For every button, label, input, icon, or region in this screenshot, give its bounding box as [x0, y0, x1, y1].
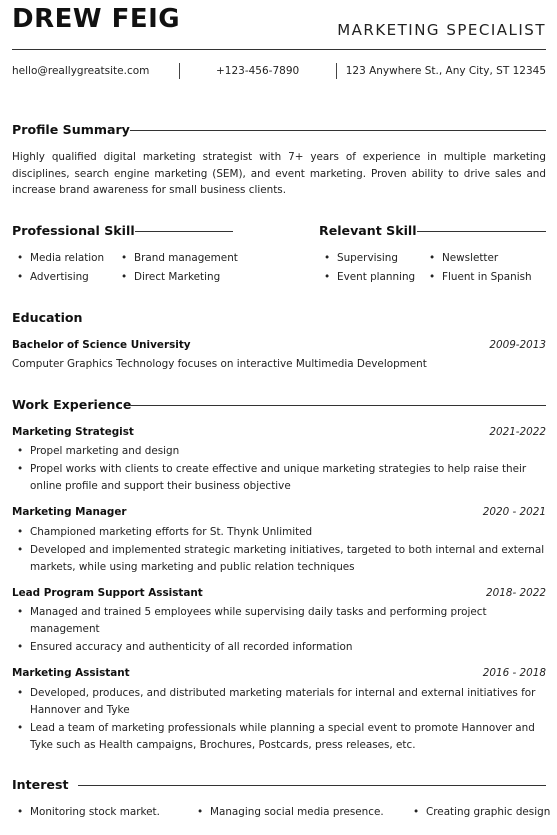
job-dates: 2018- 2022	[486, 587, 546, 599]
job-dates: 2016 - 2018	[482, 667, 546, 679]
skill-item: • Brand management	[134, 252, 238, 264]
job-bullet: • Managed and trained 5 employees while supervising daily tasks and performing project management	[30, 604, 550, 638]
section-heading-relevant-skill: Relevant Skill	[319, 223, 417, 238]
job-title-entry: Marketing Strategist	[12, 426, 134, 438]
job-bullet: • Propel works with clients to create effective and unique marketing strategies to help raise their online profile and support their business objective	[30, 461, 550, 495]
section-rule	[78, 785, 546, 786]
skill-item: • Newsletter	[442, 252, 498, 264]
interest-item: • Monitoring stock market.	[30, 806, 160, 818]
interest-item: • Managing social media presence.	[210, 806, 384, 818]
job-title: MARKETING SPECIALIST	[337, 21, 546, 39]
contact-separator	[179, 63, 180, 79]
job-title-entry: Lead Program Support Assistant	[12, 587, 203, 599]
job-bullet: • Developed, produces, and distributed marketing materials for internal and external initiatives for Hannover and Tyke	[30, 685, 550, 719]
skill-item: • Fluent in Spanish	[442, 271, 532, 283]
education-description: Computer Graphics Technology focuses on interactive Multimedia Development	[12, 358, 427, 370]
job-dates: 2020 - 2021	[482, 506, 546, 518]
contact-phone: +123-456-7890	[216, 65, 300, 77]
contact-email: hello@reallygreatsite.com	[12, 65, 150, 77]
job-bullet: • Ensured accuracy and authenticity of all recorded information	[30, 639, 550, 656]
profile-summary-text: Highly qualified digital marketing strategist with 7+ years of experience in multiple marketing disciplines, search engine marketing (SEM), and event marketing. Proven ability to drive sales and increase brand awareness for small business clients.	[12, 151, 546, 196]
section-rule	[416, 231, 546, 232]
skill-item: • Event planning	[337, 271, 415, 283]
section-heading-profile: Profile Summary	[12, 122, 130, 137]
section-heading-professional-skill: Professional Skill	[12, 223, 135, 238]
section-rule	[128, 130, 546, 131]
job-title-entry: Marketing Assistant	[12, 667, 130, 679]
skill-item: • Direct Marketing	[134, 271, 220, 283]
contact-address: 123 Anywhere St., Any City, ST 12345	[345, 65, 546, 77]
job-title-entry: Marketing Manager	[12, 506, 127, 518]
contact-separator	[336, 63, 337, 79]
skill-item: • Media relation	[30, 252, 104, 264]
job-bullet: • Developed and implemented strategic marketing initiatives, targeted to both internal and external markets, while using marketing and public relation techniques	[30, 542, 550, 576]
section-heading-interest: Interest	[12, 777, 69, 792]
candidate-name: DREW FEIG	[12, 4, 181, 34]
interest-item: • Creating graphic design	[426, 806, 550, 818]
job-dates: 2021-2022	[489, 426, 546, 438]
education-dates: 2009-2013	[489, 339, 546, 351]
job-bullet: • Propel marketing and design	[30, 443, 550, 460]
job-bullet: • Championed marketing efforts for St. Thynk Unlimited	[30, 524, 550, 541]
section-rule	[129, 405, 546, 406]
section-rule	[129, 231, 233, 232]
header-divider	[12, 49, 546, 50]
skill-item: • Supervising	[337, 252, 398, 264]
job-bullet: • Lead a team of marketing professionals while planning a special event to promote Hannover and Tyke such as Health campaigns, Brochures, Postcards, press releases, etc.	[30, 720, 550, 754]
section-heading-work: Work Experience	[12, 397, 132, 412]
skill-item: • Advertising	[30, 271, 89, 283]
section-heading-education: Education	[12, 310, 83, 325]
degree-title: Bachelor of Science University	[12, 339, 191, 351]
